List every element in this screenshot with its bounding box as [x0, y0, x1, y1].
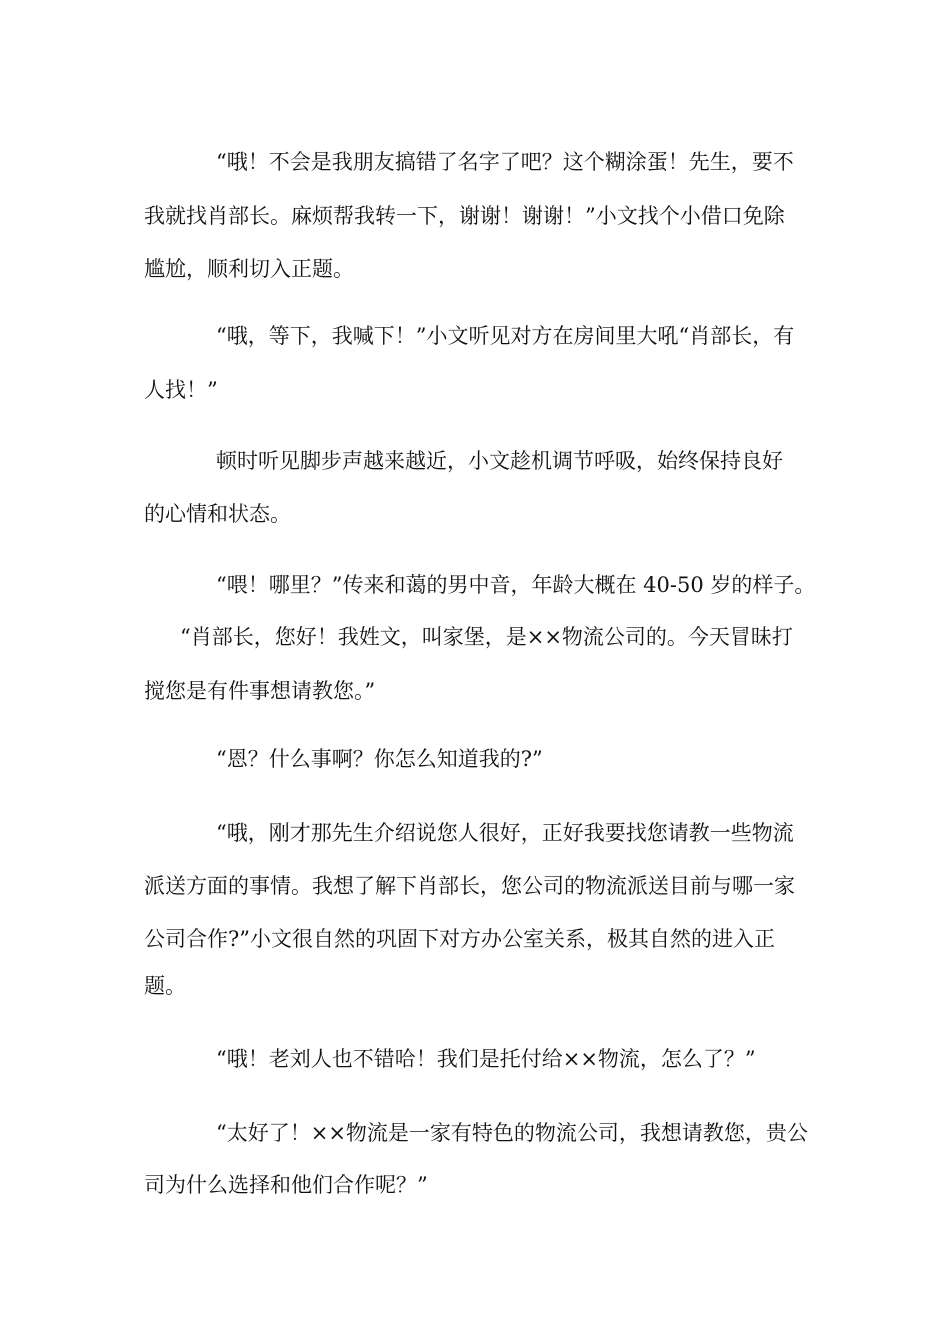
paragraph-6-line-2: 派送方面的事情。我想了解下肖部长，您公司的物流派送目前与哪一家 — [144, 874, 795, 898]
paragraph-1-line-1: “哦！不会是我朋友搞错了名字了吧？这个糊涂蛋！先生，要不 — [216, 150, 794, 174]
paragraph-6-line-3: 公司合作?”小文很自然的巩固下对方办公室关系，极其自然的进入正 — [144, 927, 775, 951]
paragraph-8-line-2: 司为什么选择和他们合作呢？” — [144, 1173, 428, 1197]
paragraph-6-line-4: 题。 — [144, 974, 186, 998]
paragraph-4-line-3: 搅您是有件事想请教您。” — [144, 679, 376, 703]
paragraph-4-line-1: “喂！哪里？”传来和蔼的男中音，年龄大概在 40-50 岁的样子。 — [216, 573, 816, 597]
paragraph-2-line-1: “哦，等下，我喊下！”小文听见对方在房间里大吼“肖部长，有 — [216, 324, 795, 348]
paragraph-7-line-1: “哦！老刘人也不错哈！我们是托付给××物流，怎么了？” — [216, 1047, 756, 1071]
paragraph-3-line-1: 顿时听见脚步声越来越近，小文趁机调节呼吸，始终保持良好 — [216, 449, 783, 473]
paragraph-6-line-1: “哦，刚才那先生介绍说您人很好，正好我要找您请教一些物流 — [216, 821, 794, 845]
paragraph-3-line-2: 的心情和状态。 — [144, 502, 291, 526]
paragraph-1-line-2: 我就找肖部长。麻烦帮我转一下，谢谢！谢谢！”小文找个小借口免除 — [144, 204, 785, 228]
paragraph-5-line-1: “恩？什么事啊？你怎么知道我的?” — [216, 747, 543, 771]
paragraph-8-line-1: “太好了！××物流是一家有特色的物流公司，我想请教您，贵公 — [216, 1121, 808, 1145]
paragraph-2-line-2: 人找！” — [144, 378, 218, 402]
paragraph-1-line-3: 尴尬，顺利切入正题。 — [144, 257, 354, 281]
paragraph-4-line-2: “肖部长，您好！我姓文，叫家堡，是××物流公司的。今天冒昧打 — [180, 625, 793, 649]
